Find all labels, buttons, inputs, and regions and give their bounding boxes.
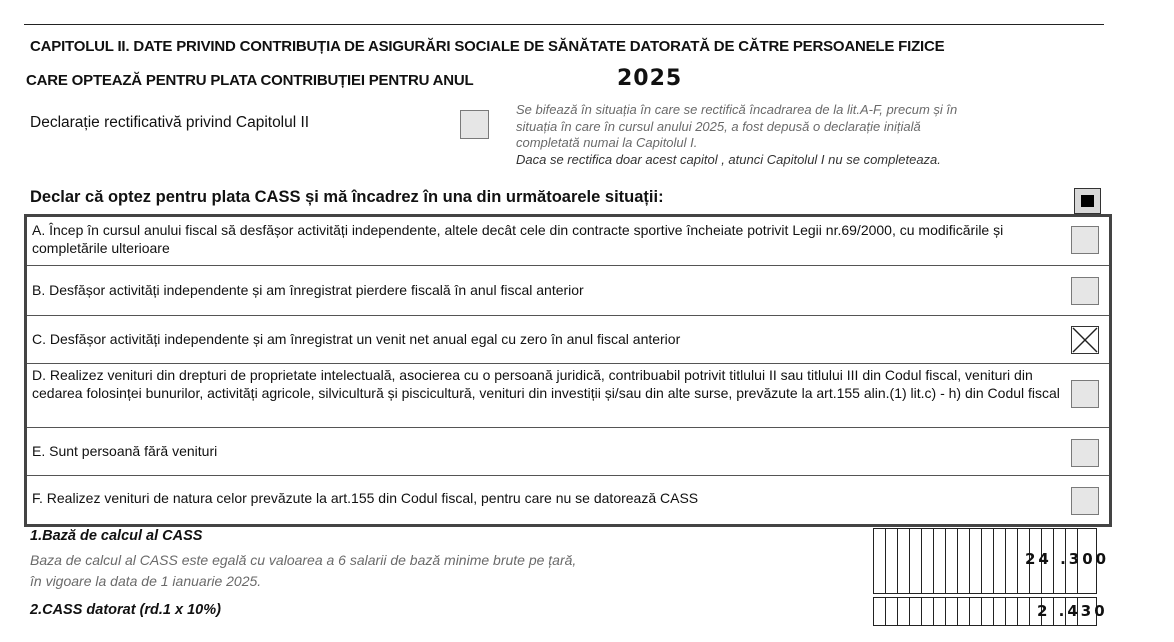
digit-cell — [886, 529, 898, 593]
rectificativa-checkbox[interactable] — [460, 110, 489, 139]
option-d-text: D. Realizez venituri din drepturi de proprietate intelectuală, asocierea cu o persoană juridică, contribuabil potrivit titlului II sau titlului III din Codul fiscal, venituri din cedarea folosinței bunurilor, activități agricole, silvicultură și piscicultură, venituri din investiții și/sau din alte surse, prevăzute la art.155 alin.(1) lit.c) - h) din Codul fiscal — [32, 367, 1060, 401]
declaration-checkbox[interactable] — [1074, 188, 1101, 214]
option-row-f — [27, 476, 1109, 524]
year-field[interactable]: 2025 — [617, 66, 683, 91]
digit-cell — [898, 598, 910, 625]
note-line: situația în care în cursul anului 2025, a fost depusă o declarație inițială — [516, 118, 921, 134]
digit-cell — [886, 598, 898, 625]
digit-cell — [970, 529, 982, 593]
option-a-checkbox[interactable] — [1071, 226, 1099, 254]
option-row-d — [27, 364, 1109, 428]
digit-cell — [982, 529, 994, 593]
option-row-e — [27, 428, 1109, 476]
digit-cell — [934, 529, 946, 593]
digit-cell — [958, 529, 970, 593]
option-e-checkbox[interactable] — [1071, 439, 1099, 467]
chapter-title-continued: CARE OPTEAZĂ PENTRU PLATA CONTRIBUȚIEI PENTRU ANUL — [26, 72, 474, 89]
chapter-title: CAPITOLUL II. DATE PRIVIND CONTRIBUȚIA DE ASIGURĂRI SOCIALE DE SĂNĂTATE DATORATĂ DE CĂTRE PERSOANELE FIZICE — [30, 38, 945, 55]
digit-cell — [982, 598, 994, 625]
rectificativa-label: Declarație rectificativă privind Capitolul II — [30, 114, 310, 131]
digit-cell — [910, 598, 922, 625]
option-a-text: A. Încep în cursul anului fiscal să desfășor activități independente, altele decât cele din contracte sportive încheiate potrivit Legii nr.69/2000, cu modificările și completările ulterioare — [32, 222, 1004, 256]
digit-cell — [958, 598, 970, 625]
calc-base-note — [30, 550, 576, 592]
digit-cell — [946, 529, 958, 593]
note-line: Daca se rectifica doar acest capitol , atunci Capitolul I nu se completeaza. — [516, 151, 941, 167]
digit-cell — [1018, 598, 1030, 625]
options-box — [24, 214, 1112, 527]
digit-cell — [994, 529, 1006, 593]
digit-cell — [874, 529, 886, 593]
option-row-b — [27, 266, 1109, 316]
option-c-text: C. Desfășor activități independente și am înregistrat un venit net anual egal cu zero în anul fiscal anterior — [32, 331, 681, 347]
check-x-icon — [1072, 327, 1098, 353]
option-row-a — [27, 217, 1109, 266]
declaration-label: Declar că optez pentru plata CASS și mă încadrez în una din următoarele situații: — [30, 188, 664, 206]
option-d-checkbox[interactable] — [1071, 380, 1099, 408]
digit-cell — [898, 529, 910, 593]
digit-cell — [874, 598, 886, 625]
calc-base-title: 1.Bază de calcul al CASS — [30, 528, 203, 544]
option-b-text: B. Desfășor activități independente și am înregistrat pierdere fiscală în anul fiscal anterior — [32, 282, 584, 298]
option-e-text: E. Sunt persoană fără venituri — [32, 443, 218, 459]
cass-due-title: 2.CASS datorat (rd.1 x 10%) — [30, 602, 221, 618]
option-f-text: F. Realizez venituri de natura celor prevăzute la art.155 din Codul fiscal, pentru care nu se datorează CASS — [32, 490, 699, 506]
digit-cell — [994, 598, 1006, 625]
note-line: completată numai la Capitolul I. — [516, 135, 698, 150]
note-line: Se bifează în situația în care se rectifică încadrarea de la lit.A-F, precum și în — [516, 102, 958, 117]
option-c-checkbox[interactable] — [1071, 326, 1099, 354]
digit-cell — [922, 598, 934, 625]
digit-cell — [1006, 529, 1018, 593]
calc-base-value: 24 .300 — [1025, 550, 1110, 568]
top-divider — [24, 24, 1104, 25]
digit-cell — [910, 529, 922, 593]
digit-cell — [1006, 598, 1018, 625]
digit-cell — [934, 598, 946, 625]
option-f-checkbox[interactable] — [1071, 487, 1099, 515]
option-b-checkbox[interactable] — [1071, 277, 1099, 305]
cass-due-value: 2 .430 — [1037, 602, 1108, 620]
calc-note-line: Baza de calcul al CASS este egală cu valoarea a 6 salarii de bază minime brute pe țară, — [30, 552, 577, 568]
calc-note-line: în vigoare la data de 1 ianuarie 2025. — [30, 573, 262, 589]
digit-cell — [946, 598, 958, 625]
option-row-c — [27, 316, 1109, 364]
digit-cell — [922, 529, 934, 593]
rectificativa-note — [516, 102, 1056, 168]
digit-cell — [970, 598, 982, 625]
